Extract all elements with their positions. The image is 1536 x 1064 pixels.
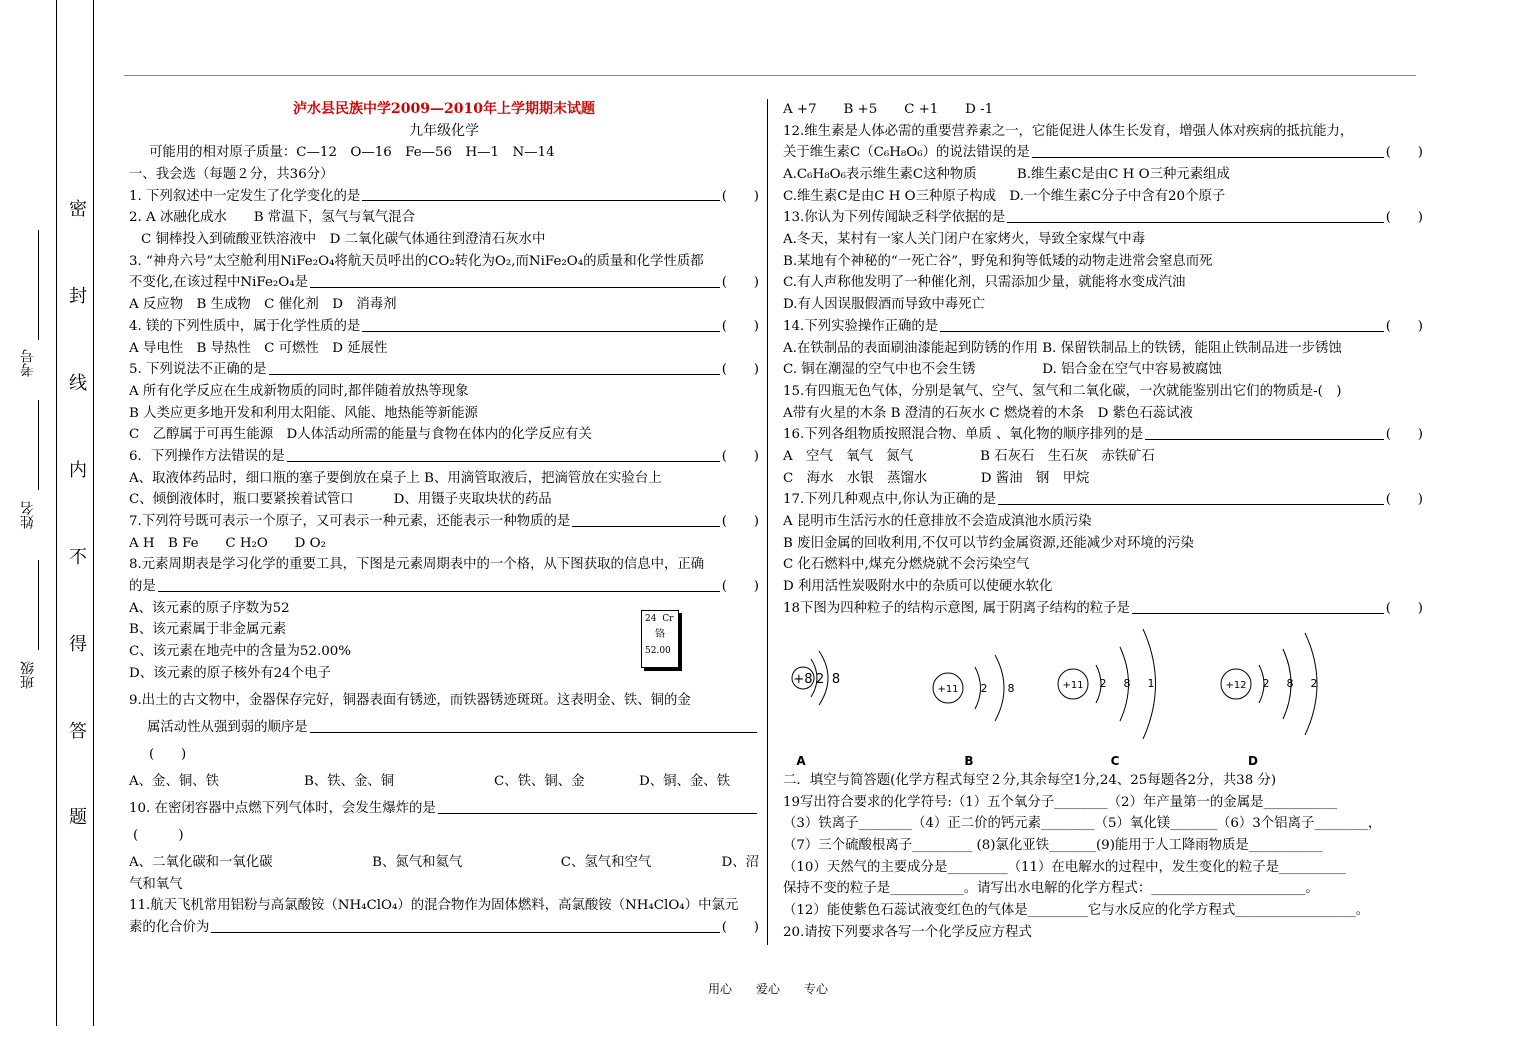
seal-char: 得	[69, 634, 87, 655]
question-11: 11.航天飞机常用铝粉与高氯酸铵（NH₄ClO₄）的混合物作为固体燃料，高氯酸铵（NH₄ClO₄）中氯元	[129, 898, 739, 914]
question-12: 关于维生素C（C₆H₈O₆）的说法错误的是 ( )	[783, 145, 1423, 161]
question-6-option: C、倾倒液体时，瓶口要紧挨着试管口 D、用镊子夹取块状的药品	[129, 492, 552, 508]
question-13-option: D.有人因误服假酒而导致中毒死亡	[783, 297, 985, 313]
right-column-lower	[783, 770, 1463, 944]
header-rule	[124, 75, 1416, 76]
question-19-line: （12）能使紫色石蕊试液变红色的气体是_________它与水反应的化学方程式__________________。	[783, 903, 1370, 919]
atom-structure-diagrams	[783, 625, 1343, 775]
class-label: 班级	[20, 661, 36, 689]
question-11: 素的化合价为 ( )	[129, 919, 759, 935]
question-7-options: A H B Fe C H₂O D O₂	[129, 535, 327, 551]
diagram-label: A	[796, 754, 806, 768]
seal-char: 不	[69, 547, 87, 568]
question-18: 18下图为四种粒子的结构示意图, 属于阴离子结构的粒子是 ( )	[783, 600, 1423, 616]
question-20: 20.请按下列要求各写一个化学反应方程式	[783, 924, 1032, 940]
question-17-option: C 化石燃料中,煤充分燃烧就不会污染空气	[783, 557, 1030, 573]
question-17: 17.下列几种观点中,你认为正确的是 ( )	[783, 492, 1423, 508]
question-7: 7.下列符号既可表示一个原子，又可表示一种元素，还能表示一种物质的是 ( )	[129, 514, 759, 530]
section-two-heading: 二．填空与简答题(化学方程式每空２分,其余每空1分,24、25每题各2分，共38 分)	[783, 772, 1277, 788]
question-8: 8.元素周期表是学习化学的重要工具，下图是元素周期表中的一个格，从下图获取的信息中，正确	[129, 557, 705, 573]
question-10: 10. 在密闭容器中点燃下列气体时，会发生爆炸的是	[129, 793, 759, 820]
question-9-options: A、金、铜、铁 B、铁、金、铜 C、铁、铜、金 D、铜、金、铁	[129, 773, 731, 789]
shell-electrons: 2	[1099, 677, 1107, 690]
question-8-option: D、该元素的原子核外有24个电子	[129, 665, 331, 681]
left-column	[129, 99, 759, 939]
question-8-option: B、该元素属于非金属元素	[129, 622, 287, 638]
diagram-label: B	[964, 754, 974, 768]
question-14-option: A.在铁制品的表面刷油漆能起到防锈的作用 B. 保留铁制品上的铁锈，能阻止铁制品进一步锈蚀	[783, 340, 1342, 356]
name-line	[38, 400, 39, 490]
question-5: 5. 下列说法不正确的是 ( )	[129, 362, 759, 378]
atomic-number: 24	[645, 614, 657, 624]
question-4-options: A 导电性 B 导热性 C 可燃性 D 延展性	[129, 340, 388, 356]
question-13-option: C.有人声称他发明了一种催化剂，只需添加少量，就能将水变成汽油	[783, 275, 1186, 291]
question-2-options: 2. A 冰融化成水 B 常温下，氢气与氧气混合	[129, 210, 416, 226]
question-19-line: （7）三个硫酸根离子_________ (8)氯化亚铁_______(9)能用于人工降雨物质是___________	[783, 838, 1323, 854]
question-13-option: A.冬天，某村有一家人关门闭户在家烤火，导致全家煤气中毒	[783, 232, 1146, 248]
atomic-mass: 52.00	[645, 646, 671, 656]
question-12-option: A.C₆H₈O₆表示维生素C这种物质 B.维生素C是由C H O三种元素组成	[783, 167, 1230, 183]
question-13-option: B.某地有个神秘的“一死亡谷”，野兔和狗等低矮的动物走进常会窒息而死	[783, 253, 1213, 269]
shell-electrons: 2	[980, 682, 988, 695]
right-column	[783, 99, 1423, 620]
exam-title: 泸水县民族中学2009—2010年上学期期末试题	[293, 100, 595, 117]
question-8-option: C、该元素在地壳中的含量为52.00%	[129, 644, 351, 660]
atom-diagram-d	[1221, 633, 1318, 768]
shell-electrons: 2	[1262, 677, 1270, 690]
question-17-option: B 废旧金属的回收利用,不仅可以节约金属资源,还能减少对环境的污染	[783, 535, 1194, 551]
element-name: 铬	[655, 629, 665, 640]
question-19-line: （10）天然气的主要成分是_________（11）在电解水的过程中，发生变化的粒子是__________	[783, 859, 1347, 875]
question-19: 19写出符合要求的化学符号:（1）五个氧分子________（2）年产量第一的金属是___________	[783, 794, 1338, 810]
nucleus-label: +12	[1225, 680, 1247, 691]
question-17-option: A 昆明市生活污水的任意排放不会造成滇池水质污染	[783, 514, 1092, 530]
seal-char: 内	[69, 460, 87, 481]
question-6-option: A、取液体药品时，细口瓶的塞子要倒放在桌子上 B、用滴管取液后，把滴管放在实验台上	[129, 470, 662, 486]
question-14-option: C. 铜在潮湿的空气中也不会生锈 D. 铝合金在空气中容易被腐蚀	[783, 362, 1222, 378]
nucleus-label: +8	[793, 672, 813, 687]
section-one-heading: 一、我会选（每题２分，共36分）	[129, 167, 334, 183]
question-16-option: C 海水 水银 蒸馏水 D 酱油 钢 甲烷	[783, 470, 1090, 486]
question-16: 16.下列各组物质按照混合物、单质 、氧化物的顺序排列的是 ( )	[783, 427, 1423, 443]
atomic-masses: 可能用的相对原子质量：C—12 O—16 Fe—56 H—1 N—14	[149, 145, 555, 161]
question-9-paren: ( )	[149, 746, 187, 762]
element-symbol: Cr	[662, 614, 674, 624]
shell-electrons: 2	[1310, 677, 1318, 690]
question-19-line: （3）铁离子________（4）正二价的钙元素________（5）氧化镁_______（6）3个铝离子________，	[783, 816, 1382, 832]
exam-number-line	[38, 230, 39, 340]
question-19-line: 保持不变的粒子是___________。请写出水电解的化学方程式：_______________________。	[783, 881, 1319, 897]
shell-electrons: 8	[1286, 677, 1294, 690]
question-2-options: C 铜棒投入到硫酸亚铁溶液中 D 二氧化碳气体通往到澄清石灰水中	[141, 232, 546, 248]
question-13: 13.你认为下列传闻缺乏科学依据的是 ( )	[783, 210, 1423, 226]
periodic-table-cell	[641, 610, 679, 668]
margin-line-left	[56, 0, 57, 1026]
question-4: 4. 镁的下列性质中，属于化学性质的是 ( )	[129, 318, 759, 334]
question-1: 1. 下列叙述中一定发生了化学变化的是 ( )	[129, 188, 759, 204]
shell-electrons: 2	[815, 672, 825, 687]
question-11-options: A +7 B +5 C +1 D -1	[783, 101, 994, 117]
exam-number-label: 考号	[20, 349, 36, 377]
seal-char: 封	[69, 286, 87, 307]
nucleus-label: +11	[1062, 680, 1084, 691]
shell-electrons: 8	[831, 672, 841, 687]
question-10-paren: ( )	[133, 827, 184, 843]
shell-electrons: 1	[1147, 677, 1155, 690]
seal-char: 线	[69, 373, 87, 394]
shell-electrons: 8	[1007, 682, 1015, 695]
question-12: 12.维生素是人体必需的重要营养素之一，它能促进人体生长发育，增强人体对疾病的抵抗能力，	[783, 123, 1354, 139]
question-8-option: A、该元素的原子序数为52	[129, 600, 290, 616]
seal-char: 题	[69, 807, 87, 828]
atom-diagram-b	[933, 655, 1015, 768]
class-line	[38, 560, 39, 650]
page-footer: 用心 爱心 专心	[707, 982, 828, 996]
question-16-option: A 空气 氧气 氮气 B 石灰石 生石灰 赤铁矿石	[783, 448, 1155, 464]
question-5-option: B 人类应更多地开发和利用太阳能、风能、地热能等新能源	[129, 405, 478, 421]
name-label: 姓名	[20, 501, 36, 529]
margin-line-right	[93, 0, 94, 1026]
question-8: 的是 ( )	[129, 579, 759, 595]
question-10-options: A、二氧化碳和一氧化碳 B、氮气和氦气 C、氢气和空气 D、沼	[129, 854, 759, 870]
question-15: 15.有四瓶无色气体，分别是氧气、空气、氢气和二氧化碳，一次就能鉴别出它们的物质是-( )	[783, 383, 1342, 399]
diagram-label: D	[1248, 754, 1258, 768]
atom-diagram-c	[1058, 629, 1156, 768]
question-9: 属活动性从强到弱的顺序是	[129, 712, 759, 739]
question-5-option: C 乙醇属于可再生能源 D人体活动所需的能量与食物在体内的化学反应有关	[129, 427, 592, 443]
question-5-option: A 所有化学反应在生成新物质的同时,都伴随着放热等现象	[129, 383, 469, 399]
nucleus-label: +11	[937, 684, 959, 695]
diagram-label: C	[1110, 754, 1120, 768]
column-divider	[767, 99, 768, 945]
question-12-option: C.维生素C是由C H O三种原子构成 D.一个维生素C分子中含有20个原子	[783, 188, 1226, 204]
question-14: 14.下列实验操作正确的是 ( )	[783, 318, 1423, 334]
question-3: 不变化,在该过程中NiFe₂O₄是 ( )	[129, 275, 759, 291]
question-10-options-tail: 气和氧气	[129, 876, 183, 892]
shell-electrons: 8	[1123, 677, 1131, 690]
exam-subtitle: 九年级化学	[409, 122, 479, 139]
seal-char: 密	[69, 199, 87, 220]
question-3-options: A 反应物 B 生成物 C 催化剂 D 消毒剂	[129, 297, 397, 313]
question-3: 3. “神舟六号”太空舱利用NiFe₂O₄将航天员呼出的CO₂转化为O₂,而NiFe₂O₄的质量和化学性质都	[129, 253, 704, 269]
question-15-options: A带有火星的木条 B 澄清的石灰水 C 燃烧着的木条 D 紫色石蕊试液	[783, 405, 1193, 421]
seal-char: 答	[69, 721, 87, 742]
atom-diagram-a	[792, 651, 840, 768]
question-17-option: D 利用活性炭吸附水中的杂质可以使硬水软化	[783, 579, 1053, 595]
question-6: 6．下列操作方法错误的是 ( )	[129, 448, 759, 464]
question-9: 9.出土的古文物中，金器保存完好，铜器表面有锈迹，而铁器锈迹斑斑。这表明金、铁、铜的金	[129, 692, 691, 708]
